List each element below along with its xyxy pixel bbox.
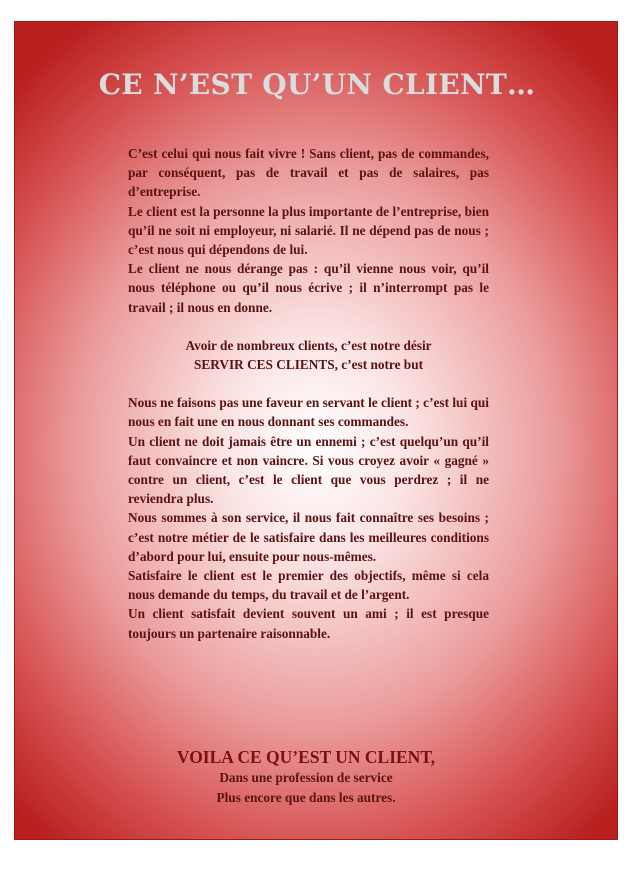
- paragraph: Satisfaire le client est le premier des objectifs, même si cela nous demande du temps, du travail et de l’argent.: [128, 568, 489, 603]
- paragraph: Nous sommes à son service, il nous fait connaître ses besoins ; c’est notre métier de le satisfaire dans les meilleures conditions d’abord pour lui, ensuite pour nous-mêmes.: [128, 510, 489, 564]
- closing-line: Dans une profession de service: [219, 770, 393, 785]
- paragraph: Un client satisfait devient souvent un ami ; il est presque toujours un partenaire raisonnable.: [128, 606, 489, 641]
- closing-headline: VOILA CE QU’EST UN CLIENT,: [176, 747, 436, 767]
- body-text: [128, 144, 489, 643]
- paragraph: Nous ne faisons pas une faveur en servant le client ; c’est lui qui nous en fait une en nous donnant ses commandes.: [128, 395, 489, 430]
- page-title: CE N’EST QU’UN CLIENT…: [98, 68, 536, 101]
- paragraph: Le client ne nous dérange pas : qu’il vienne nous voir, qu’il nous téléphone ou qu’il nous écrive ; il n’interrompt pas le travail ; il nous en donne.: [128, 261, 489, 315]
- paragraph: Le client est la personne la plus importante de l’entreprise, bien qu’il ne soit ni employeur, ni salarié. Il ne dépend pas de nous ; c’est nous qui dépendons de lui.: [128, 203, 489, 258]
- closing-block: [0, 746, 612, 807]
- motto-line: Avoir de nombreux clients, c’est notre désir: [185, 337, 432, 353]
- motto-line: SERVIR CES CLIENTS, c’est notre but: [193, 357, 424, 373]
- paragraph: Un client ne doit jamais être un ennemi ; c’est quelqu’un qu’il faut convaincre et non vaincre. Si vous croyez avoir « gagné » contre un client, c’est le client que vous perdrez ; il ne reviendra plus.: [128, 433, 489, 507]
- motto-block: [128, 336, 489, 374]
- closing-line: Plus encore que dans les autres.: [216, 789, 396, 805]
- paragraph: C’est celui qui nous fait vivre ! Sans client, pas de commandes, par conséquent, pas de travail et pas de salaires, pas d’entreprise.: [128, 146, 489, 200]
